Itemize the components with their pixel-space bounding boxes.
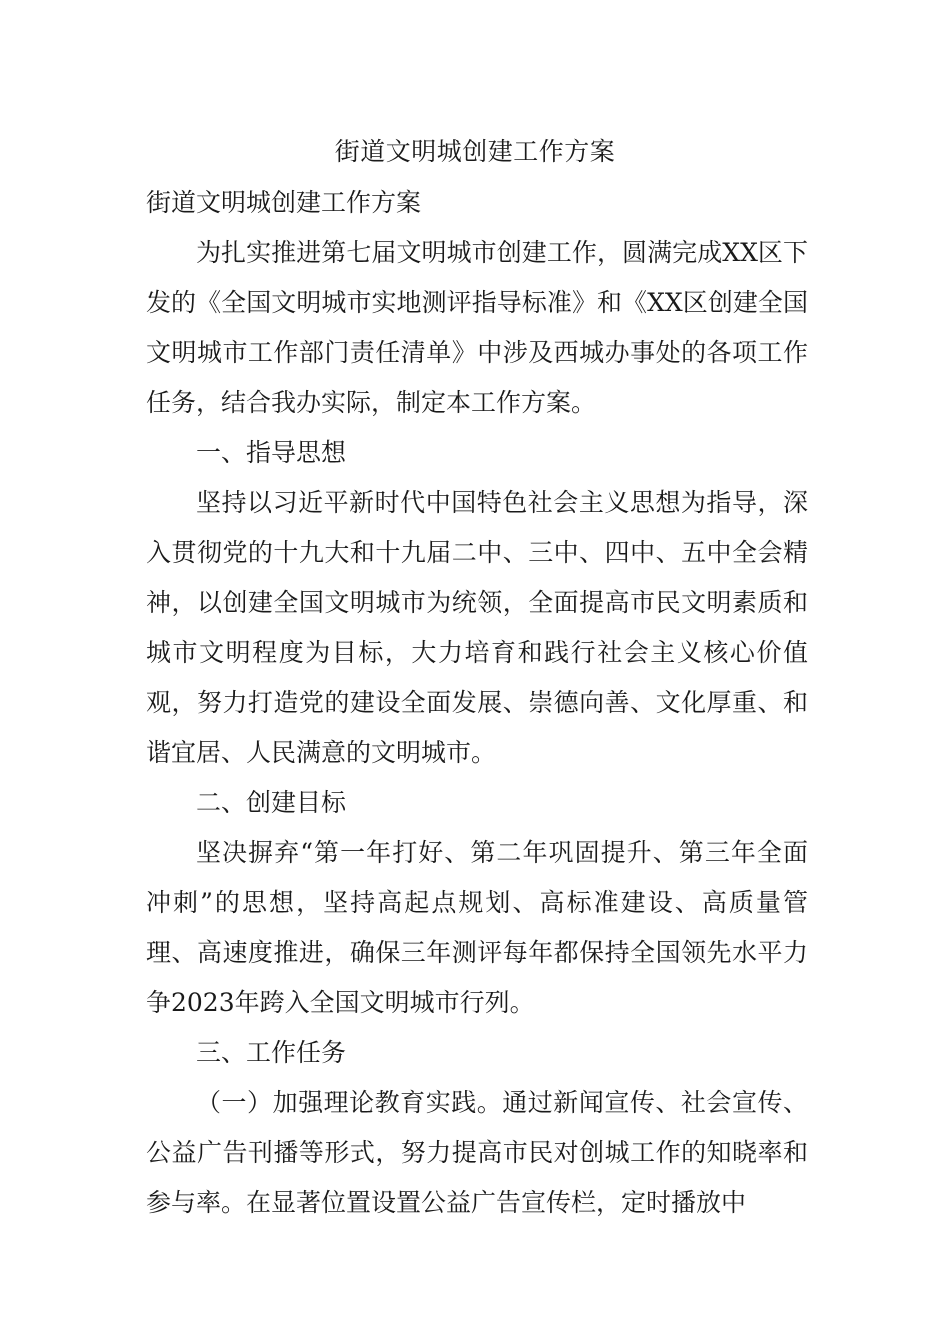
document-title: 街道文明城创建工作方案 (334, 137, 616, 166)
document-subtitle: 街道文明城创建工作方案 (146, 188, 422, 217)
section-body-goals: 坚决摒弃“第一年打好、第二年巩固提升、第三年全面冲刺”的思想，坚持高起点规划、高标准建设、高质量管理、高速度推进，确保三年测评每年都保持全国领先水平力争2023年跨入全国文明城市行列。 (146, 838, 808, 1017)
section-heading-goals: 二、创建目标 (196, 788, 347, 817)
document-body (146, 178, 808, 1228)
section-heading-guiding-ideology: 一、指导思想 (196, 438, 347, 467)
section-heading-tasks: 三、工作任务 (196, 1038, 347, 1067)
section-body-guiding-ideology: 坚持以习近平新时代中国特色社会主义思想为指导，深入贯彻党的十九大和十九届二中、三中、四中、五中全会精神，以创建全国文明城市为统领，全面提高市民文明素质和城市文明程度为目标，大力培育和践行社会主义核心价值观，努力打造党的建设全面发展、崇德向善、文化厚重、和谐宜居、人民满意的文明城市。 (146, 488, 808, 767)
intro-paragraph: 为扎实推进第七届文明城市创建工作，圆满完成XX区下发的《全国文明城市实地测评指导标准》和《XX区创建全国文明城市工作部门责任清单》中涉及西城办事处的各项工作任务，结合我办实际，制定本工作方案。 (146, 238, 808, 417)
section-body-tasks: （一）加强理论教育实践。通过新闻宣传、社会宣传、公益广告刊播等形式，努力提高市民对创城工作的知晓率和参与率。在显著位置设置公益广告宣传栏，定时播放中 (146, 1088, 808, 1217)
